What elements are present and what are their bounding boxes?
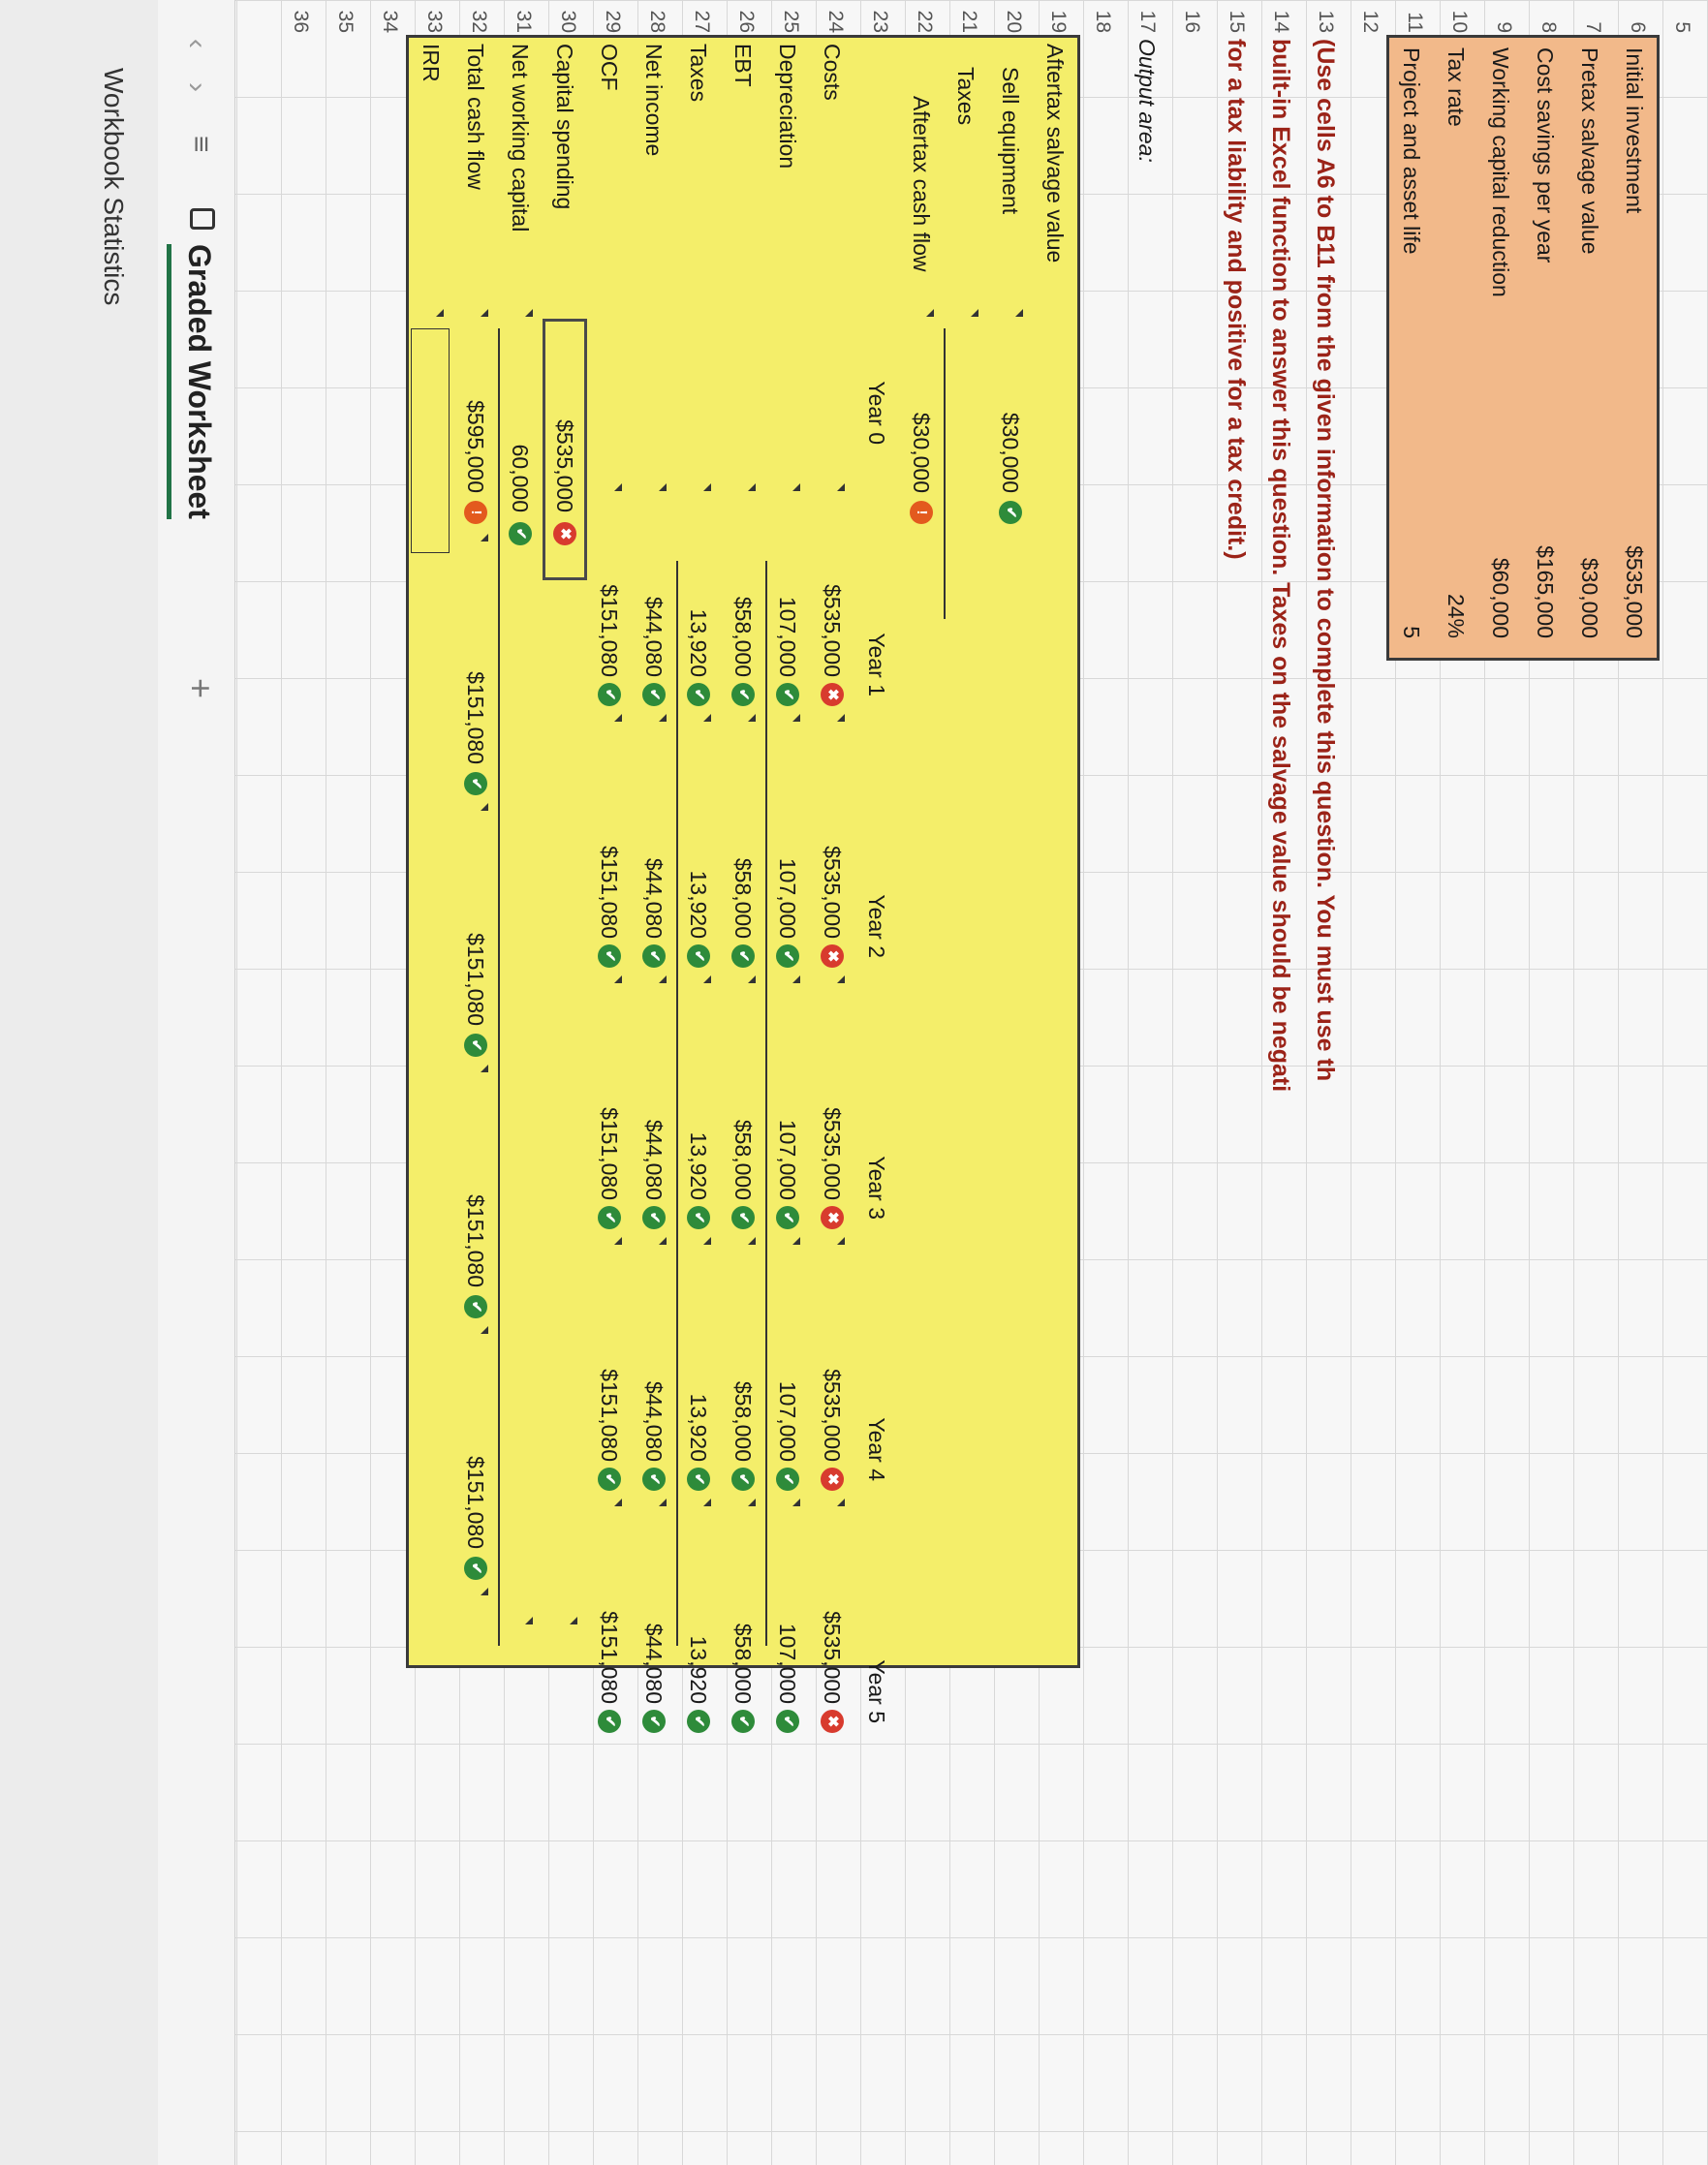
year-header-2: Year 2 <box>864 894 889 958</box>
row-number[interactable]: 26 <box>735 10 758 33</box>
check-icon: ✔ <box>999 501 1022 524</box>
check-icon: ✔ <box>642 683 666 706</box>
cell-ocf-year4[interactable]: $151,080 <box>597 1369 622 1462</box>
check-icon: ✔ <box>731 1710 755 1733</box>
dropdown-arrow-icon[interactable] <box>837 1499 845 1506</box>
cell-taxes-year2[interactable]: 13,920 <box>686 870 711 939</box>
input-value[interactable]: $535,000 <box>1622 545 1647 638</box>
sell-equipment-value[interactable]: $30,000 <box>998 412 1023 493</box>
row-label-nwc: Net working capital <box>508 44 533 232</box>
salvage-underline <box>944 328 946 619</box>
output-area-title: Output area: <box>1134 39 1160 163</box>
row-number[interactable]: 7 <box>1582 21 1604 33</box>
dropdown-arrow-icon[interactable] <box>748 714 756 722</box>
dropdown-arrow-icon[interactable] <box>792 483 800 491</box>
row-label-ebt: EBT <box>730 44 756 87</box>
prev-sheet-icon[interactable]: ‹ <box>181 39 213 48</box>
cell-ocf-year5[interactable]: $151,080 <box>597 1611 622 1704</box>
year-header-3: Year 3 <box>864 1156 889 1220</box>
dropdown-arrow-icon[interactable] <box>436 309 444 317</box>
cell-total-year1[interactable]: $151,080 <box>463 671 488 764</box>
dropdown-arrow-icon[interactable] <box>703 975 711 983</box>
status-bar <box>0 0 158 2165</box>
cell-net_income-year1[interactable]: $44,080 <box>641 596 667 677</box>
row-label-irr: IRR <box>419 44 444 82</box>
row-number[interactable]: 34 <box>379 10 401 33</box>
row-number[interactable]: 6 <box>1627 21 1649 33</box>
row-number[interactable]: 25 <box>780 10 802 33</box>
check-icon: ✔ <box>776 1710 799 1733</box>
dropdown-arrow-icon[interactable] <box>792 1499 800 1506</box>
row-number[interactable]: 11 <box>1404 12 1426 33</box>
row-number[interactable]: 24 <box>824 10 847 33</box>
check-icon: ✔ <box>687 944 710 968</box>
row-number[interactable]: 30 <box>557 10 579 33</box>
row-number[interactable]: 23 <box>869 10 891 33</box>
dropdown-arrow-icon[interactable] <box>792 1237 800 1245</box>
row-number[interactable]: 15 <box>1226 10 1248 33</box>
dropdown-arrow-icon[interactable] <box>1015 309 1023 317</box>
dropdown-arrow-icon[interactable] <box>525 309 533 317</box>
check-icon: ✔ <box>687 1206 710 1229</box>
check-icon: ✔ <box>464 1557 487 1580</box>
input-row-asset-life[interactable] <box>1389 38 1434 658</box>
dropdown-arrow-icon[interactable] <box>837 483 845 491</box>
input-label: Cost savings per year <box>1533 47 1558 263</box>
row-number[interactable]: 13 <box>1315 10 1337 33</box>
check-icon: ✔ <box>464 1034 487 1057</box>
output-area <box>406 35 1080 1728</box>
cell-ocf-year3[interactable]: $151,080 <box>597 1107 622 1200</box>
row-number[interactable]: 22 <box>914 10 936 33</box>
check-icon: ✔ <box>687 1468 710 1491</box>
row-number[interactable]: 9 <box>1493 21 1515 33</box>
spreadsheet-grid[interactable] <box>235 0 1708 2165</box>
input-value[interactable]: 5 <box>1399 626 1424 638</box>
dropdown-arrow-icon[interactable] <box>614 483 622 491</box>
row-number[interactable]: 10 <box>1448 10 1471 33</box>
dropdown-arrow-icon[interactable] <box>703 1237 711 1245</box>
sheet-tab-bar <box>157 0 235 2165</box>
dropdown-arrow-icon[interactable] <box>837 714 845 722</box>
check-icon: ✔ <box>731 944 755 968</box>
dropdown-arrow-icon[interactable] <box>659 1237 667 1245</box>
year-header-1: Year 1 <box>864 633 889 696</box>
check-icon: ✔ <box>598 683 621 706</box>
aftertax-cash-flow-value[interactable]: $30,000 <box>909 412 934 493</box>
dropdown-arrow-icon[interactable] <box>837 1237 845 1245</box>
row-number[interactable]: 19 <box>1047 10 1070 33</box>
workbook-statistics-link[interactable]: Workbook Statistics <box>99 68 129 306</box>
row-number[interactable]: 12 <box>1359 10 1382 33</box>
check-icon: ✔ <box>776 944 799 968</box>
error-x-icon: ✖ <box>553 522 576 545</box>
cell-ocf-year1[interactable]: $151,080 <box>597 584 622 677</box>
cell-depreciation-year3[interactable]: 107,000 <box>775 1119 800 1200</box>
row-number[interactable]: 35 <box>334 10 357 33</box>
check-icon: ✔ <box>642 944 666 968</box>
cell-total-year3[interactable]: $151,080 <box>463 1194 488 1287</box>
instruction-note-line: built-in Excel function to answer this question. Taxes on the salvage value should be negati <box>1267 39 1294 1093</box>
cell-total-year2[interactable]: $151,080 <box>463 933 488 1026</box>
input-row-initial-investment[interactable] <box>1612 38 1657 658</box>
dropdown-arrow-icon[interactable] <box>481 309 488 317</box>
dropdown-arrow-icon[interactable] <box>525 1617 533 1624</box>
dropdown-arrow-icon[interactable] <box>614 1237 622 1245</box>
all-sheets-menu-icon[interactable]: ≡ <box>185 136 217 153</box>
cell-taxes-year1[interactable]: 13,920 <box>686 608 711 677</box>
row-number[interactable]: 17 <box>1136 10 1159 33</box>
cell-taxes-year5[interactable]: 13,920 <box>686 1635 711 1704</box>
check-icon: ✔ <box>642 1710 666 1733</box>
dropdown-arrow-icon[interactable] <box>748 1499 756 1506</box>
dropdown-arrow-icon[interactable] <box>614 714 622 722</box>
dropdown-arrow-icon[interactable] <box>748 975 756 983</box>
check-icon: ✔ <box>642 1206 666 1229</box>
input-label: Project and asset life <box>1399 47 1424 255</box>
dropdown-arrow-icon[interactable] <box>614 1499 622 1506</box>
check-icon: ✔ <box>731 1468 755 1491</box>
check-icon: ✔ <box>598 1468 621 1491</box>
dropdown-arrow-icon[interactable] <box>792 714 800 722</box>
input-row-cost-savings[interactable] <box>1523 38 1568 658</box>
dropdown-arrow-icon[interactable] <box>703 483 711 491</box>
depreciation-underline <box>765 561 767 1646</box>
cell-costs-year5[interactable]: $535,000 <box>820 1611 845 1704</box>
input-value[interactable]: $30,000 <box>1577 557 1602 638</box>
instruction-note-line: (Use cells A6 to B11 from the given information to complete this question. You must use th <box>1312 39 1339 1082</box>
dropdown-arrow-icon[interactable] <box>926 309 934 317</box>
cell-ebt-year3[interactable]: $58,000 <box>730 1119 756 1200</box>
salvage-taxes-label: Taxes <box>953 67 978 126</box>
cell-ebt-year2[interactable]: $58,000 <box>730 857 756 939</box>
sheet-tab-graded-worksheet[interactable]: Graded Worksheet <box>167 244 217 519</box>
error-x-icon: ✖ <box>821 1468 844 1491</box>
input-value[interactable]: 24% <box>1444 593 1469 638</box>
dropdown-arrow-icon[interactable] <box>481 1065 488 1072</box>
row-number[interactable]: 27 <box>691 10 713 33</box>
row-number[interactable]: 32 <box>468 10 490 33</box>
cell-total-year0[interactable]: $595,000 <box>463 400 488 493</box>
cell-ocf-year2[interactable]: $151,080 <box>597 846 622 939</box>
cell-costs-year1[interactable]: $535,000 <box>820 584 845 677</box>
input-label: Pretax salvage value <box>1577 47 1602 255</box>
instruction-note-line: for a tax liability and positive for a tax credit.) <box>1223 39 1250 560</box>
salvage-heading: Aftertax salvage value <box>1042 44 1068 263</box>
cell-net_income-year4[interactable]: $44,080 <box>641 1380 667 1462</box>
lock-icon <box>190 208 215 230</box>
check-icon: ✔ <box>687 683 710 706</box>
cell-total-year4[interactable]: $151,080 <box>463 1456 488 1549</box>
cell-depreciation-year5[interactable]: 107,000 <box>775 1623 800 1704</box>
error-x-icon: ✖ <box>821 1206 844 1229</box>
check-icon: ✔ <box>731 683 755 706</box>
row-number[interactable]: 21 <box>958 10 980 33</box>
nwc-underline <box>498 328 500 1646</box>
check-icon: ✔ <box>464 1295 487 1318</box>
row-label-taxes: Taxes <box>686 44 711 103</box>
dropdown-arrow-icon[interactable] <box>837 975 845 983</box>
check-icon: ✔ <box>776 1206 799 1229</box>
check-icon: ✔ <box>598 1710 621 1733</box>
row-label-depreciation: Depreciation <box>775 44 800 170</box>
input-row-tax-rate[interactable] <box>1434 38 1478 658</box>
cell-nwc-year0[interactable]: 60,000 <box>508 444 533 512</box>
cell-ebt-year1[interactable]: $58,000 <box>730 596 756 677</box>
cell-depreciation-year4[interactable]: 107,000 <box>775 1380 800 1462</box>
dropdown-arrow-icon[interactable] <box>748 1237 756 1245</box>
check-icon: ✔ <box>598 1206 621 1229</box>
input-label: Tax rate <box>1444 47 1469 127</box>
dropdown-arrow-icon[interactable] <box>570 1617 577 1624</box>
cell-depreciation-year1[interactable]: 107,000 <box>775 596 800 677</box>
cell-costs-year3[interactable]: $535,000 <box>820 1107 845 1200</box>
warning-icon: ! <box>464 501 487 524</box>
dropdown-arrow-icon[interactable] <box>659 1499 667 1506</box>
cell-ebt-year5[interactable]: $58,000 <box>730 1623 756 1704</box>
row-number[interactable]: 18 <box>1092 10 1114 33</box>
warning-icon: ! <box>910 501 933 524</box>
error-x-icon: ✖ <box>821 1710 844 1733</box>
row-label-total: Total cash flow <box>463 44 488 190</box>
year-header-5: Year 5 <box>864 1659 889 1723</box>
cell-net_income-year3[interactable]: $44,080 <box>641 1119 667 1200</box>
row-label-net_income: Net income <box>641 44 667 157</box>
row-number[interactable]: 16 <box>1181 10 1203 33</box>
row-number[interactable]: 33 <box>423 10 446 33</box>
add-sheet-button[interactable]: + <box>181 678 221 699</box>
dropdown-arrow-icon[interactable] <box>481 1588 488 1595</box>
cell-costs-year2[interactable]: $535,000 <box>820 846 845 939</box>
dropdown-arrow-icon[interactable] <box>792 975 800 983</box>
aftertax-cash-flow-label: Aftertax cash flow <box>909 96 934 272</box>
dropdown-arrow-icon[interactable] <box>971 309 978 317</box>
input-row-pretax-salvage[interactable] <box>1568 38 1612 658</box>
row-number[interactable]: 36 <box>290 10 312 33</box>
row-number[interactable]: 20 <box>1003 10 1025 33</box>
input-value[interactable]: $165,000 <box>1533 545 1558 638</box>
dropdown-arrow-icon[interactable] <box>659 714 667 722</box>
input-value[interactable]: $60,000 <box>1488 557 1513 638</box>
cell-costs-year4[interactable]: $535,000 <box>820 1369 845 1462</box>
taxes-underline <box>676 561 678 1646</box>
check-icon: ✔ <box>464 772 487 795</box>
check-icon: ✔ <box>731 1206 755 1229</box>
cell-net_income-year5[interactable]: $44,080 <box>641 1623 667 1704</box>
error-x-icon: ✖ <box>821 683 844 706</box>
row-number[interactable]: 28 <box>646 10 668 33</box>
input-label: Working capital reduction <box>1488 47 1513 297</box>
row-number[interactable]: 29 <box>602 10 624 33</box>
error-x-icon: ✖ <box>821 944 844 968</box>
dropdown-arrow-icon[interactable] <box>614 975 622 983</box>
row-label-capital: Capital spending <box>552 44 577 210</box>
check-icon: ✔ <box>776 1468 799 1491</box>
dropdown-arrow-icon[interactable] <box>481 1326 488 1334</box>
cell-capital-year0[interactable]: $535,000 <box>552 419 577 512</box>
dropdown-arrow-icon[interactable] <box>481 534 488 541</box>
row-label-ocf: OCF <box>597 44 622 91</box>
sell-equipment-label: Sell equipment <box>998 67 1023 215</box>
check-icon: ✔ <box>687 1710 710 1733</box>
year-header-0: Year 0 <box>864 381 889 445</box>
check-icon: ✔ <box>509 522 532 545</box>
cell-taxes-year3[interactable]: 13,920 <box>686 1131 711 1200</box>
cell-net_income-year2[interactable]: $44,080 <box>641 857 667 939</box>
irr-input-cell[interactable] <box>411 328 450 553</box>
row-label-costs: Costs <box>820 44 845 101</box>
row-number[interactable]: 31 <box>512 10 535 33</box>
dropdown-arrow-icon[interactable] <box>659 975 667 983</box>
dropdown-arrow-icon[interactable] <box>703 1499 711 1506</box>
dropdown-arrow-icon[interactable] <box>481 803 488 811</box>
input-label: Initial investment <box>1622 47 1647 214</box>
next-sheet-icon[interactable]: › <box>181 82 213 92</box>
check-icon: ✔ <box>776 683 799 706</box>
year-header-4: Year 4 <box>864 1417 889 1481</box>
row-number[interactable]: 8 <box>1537 21 1560 33</box>
cell-taxes-year4[interactable]: 13,920 <box>686 1393 711 1462</box>
cell-depreciation-year2[interactable]: 107,000 <box>775 857 800 939</box>
input-row-working-capital[interactable] <box>1478 38 1523 658</box>
dropdown-arrow-icon[interactable] <box>703 714 711 722</box>
dropdown-arrow-icon[interactable] <box>748 483 756 491</box>
dropdown-arrow-icon[interactable] <box>659 483 667 491</box>
cell-ebt-year4[interactable]: $58,000 <box>730 1380 756 1462</box>
row-number[interactable]: 5 <box>1671 21 1693 33</box>
row-number-strip <box>1660 0 1708 2165</box>
input-area <box>1386 35 1660 661</box>
check-icon: ✔ <box>642 1468 666 1491</box>
check-icon: ✔ <box>598 944 621 968</box>
row-number[interactable]: 14 <box>1270 10 1292 33</box>
